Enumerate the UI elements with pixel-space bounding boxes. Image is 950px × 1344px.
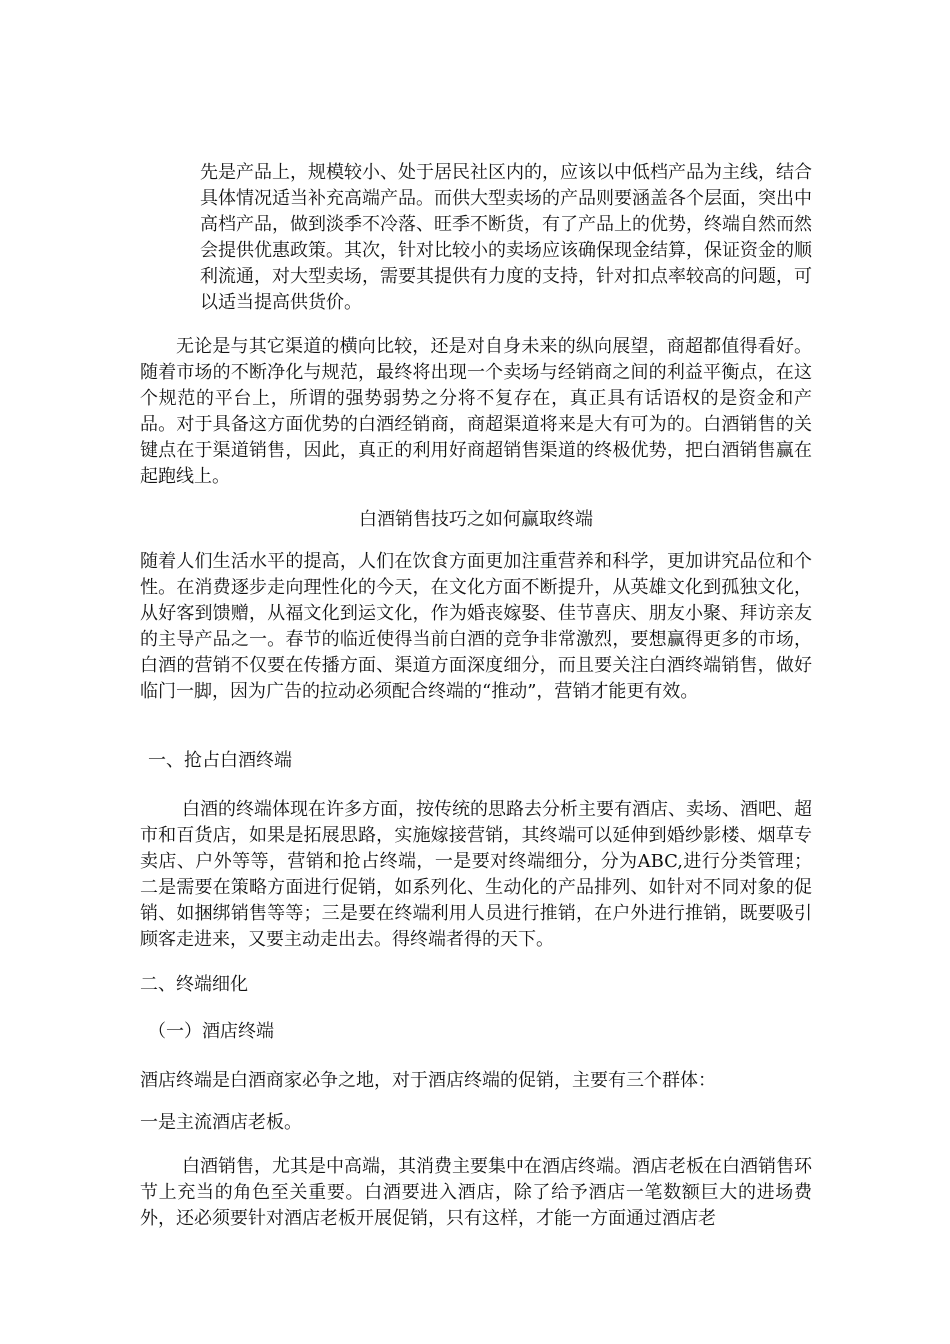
paragraph-hotel-owners: 一是主流酒店老板。 xyxy=(140,1112,302,1133)
paragraph-hotel-sales: 白酒销售，尤其是中高端，其消费主要集中在酒店终端。酒店老板在白酒销售环节上充当的角色至关重要。白酒要进入酒店，除了给予酒店一笔数额巨大的进场费外，还必须要针对酒店老板开展促销，只有这样，才能一方面通过酒店老 xyxy=(140,1156,812,1229)
paragraph-hotel-groups: 酒店终端是白酒商家必争之地，对于酒店终端的促销，主要有三个群体： xyxy=(140,1070,716,1091)
heading-hotel-terminal: （一）酒店终端 xyxy=(148,1021,274,1042)
paragraph-terminal-description: 白酒的终端体现在许多方面，按传统的思路去分析主要有酒店、卖场、酒吧、超市和百货店，如果是拓展思路，实施嫁接营销，其终端可以延伸到婚纱影楼、烟草专卖店、户外等等，营销和抢占终端，一是要对终端细分，分为ABC,进行分类管理；二是需要在策略方面进行促销，如系列化、生动化的产品排列、如针对不同对象的促销、如捆绑销售等等；三是要在终端利用人员进行推销，在户外进行推销，既要吸引顾客走进来，又要主动走出去。得终端者得的天下。 xyxy=(140,799,812,950)
heading-terminal-segmentation: 二、终端细化 xyxy=(140,974,248,995)
paragraph-intro: 随着人们生活水平的提高，人们在饮食方面更加注重营养和科学，更加讲究品位和个性。在消费逐步走向理性化的今天，在文化方面不断提升，从英雄文化到孤独文化，从好客到馈赠，从福文化到运文化，作为婚丧嫁娶、佳节喜庆、朋友小聚、拜访亲友的主导产品之一。春节的临近使得当前白酒的竞争非常激烈，要想赢得更多的市场，白酒的营销不仅要在传播方面、渠道方面深度细分，而且要关注白酒终端销售，做好临门一脚，因为广告的拉动必须配合终端的“推动”，营销才能更有效。 xyxy=(140,551,812,702)
section-title: 白酒销售技巧之如何赢取终端 xyxy=(359,509,593,530)
heading-seize-terminal: 一、抢占白酒终端 xyxy=(148,750,292,771)
paragraph-supermarket-outlook: 无论是与其它渠道的横向比较，还是对自身未来的纵向展望，商超都值得看好。随着市场的不断净化与规范，最终将出现一个卖场与经销商之间的利益平衡点，在这个规范的平台上，所谓的强势弱势之分将不复存在，真正具有话语权的是资金和产品。对于具备这方面优势的白酒经销商，商超渠道将来是大有可为的。白酒销售的关键点在于渠道销售，因此，真正的利用好商超销售渠道的终极优势，把白酒销售赢在起跑线上。 xyxy=(140,336,812,487)
paragraph-product-strategy: 先是产品上，规模较小、处于居民社区内的，应该以中低档产品为主线，结合具体情况适当补充高端产品。而供大型卖场的产品则要涵盖各个层面，突出中高档产品，做到淡季不冷落、旺季不断货，有了产品上的优势，终端自然而然会提供优惠政策。其次，针对比较小的卖场应该确保现金结算，保证资金的顺利流通，对大型卖场，需要其提供有力度的支持，针对扣点率较高的问题，可以适当提高供货价。 xyxy=(200,162,812,313)
